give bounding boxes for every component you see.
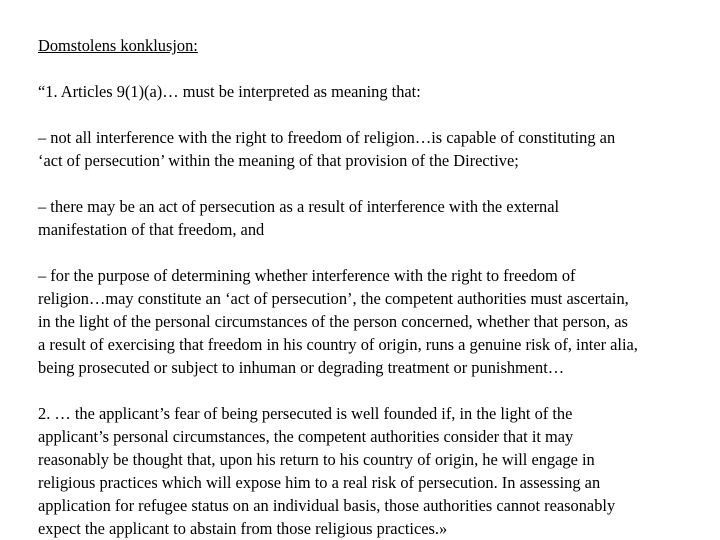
paragraph-point-3: – for the purpose of determining whether interference with the right to freedom of religion…may constitute an ‘act of persecution’, the competent authorities must ascertain, in the light of the personal circumstances of the person concerned, whether that person, as a result of exercising that freedom in his country of origin, runs a genuine risk of, inter alia, being prosecuted or subject to inhuman or degrading treatment or punishment…: [38, 266, 638, 377]
document-page: [38, 34, 702, 540]
paragraph-point-1: – not all interference with the right to freedom of religion…is capable of constituting an ‘act of persecution’ within the meaning of that provision of the Directive;: [38, 128, 616, 170]
paragraph-point-2: – there may be an act of persecution as a result of interference with the external manifestation of that freedom, and: [38, 197, 560, 239]
document-heading: Domstolens konklusjon:: [38, 36, 198, 55]
paragraph-conclusion-2: 2. … the applicant’s fear of being persecuted is well founded if, in the light of the applicant’s personal circumstances, the competent authorities consider that it may reasonably be thought that, upon his return to his country of origin, he will engage in religious practices which will expose him to a real risk of persecution. In assessing an application for refugee status on an individual basis, those authorities cannot reasonably expect the applicant to abstain from those religious practices.»: [38, 404, 616, 538]
paragraph-intro: “1. Articles 9(1)(a)… must be interpreted as meaning that:: [38, 82, 421, 101]
